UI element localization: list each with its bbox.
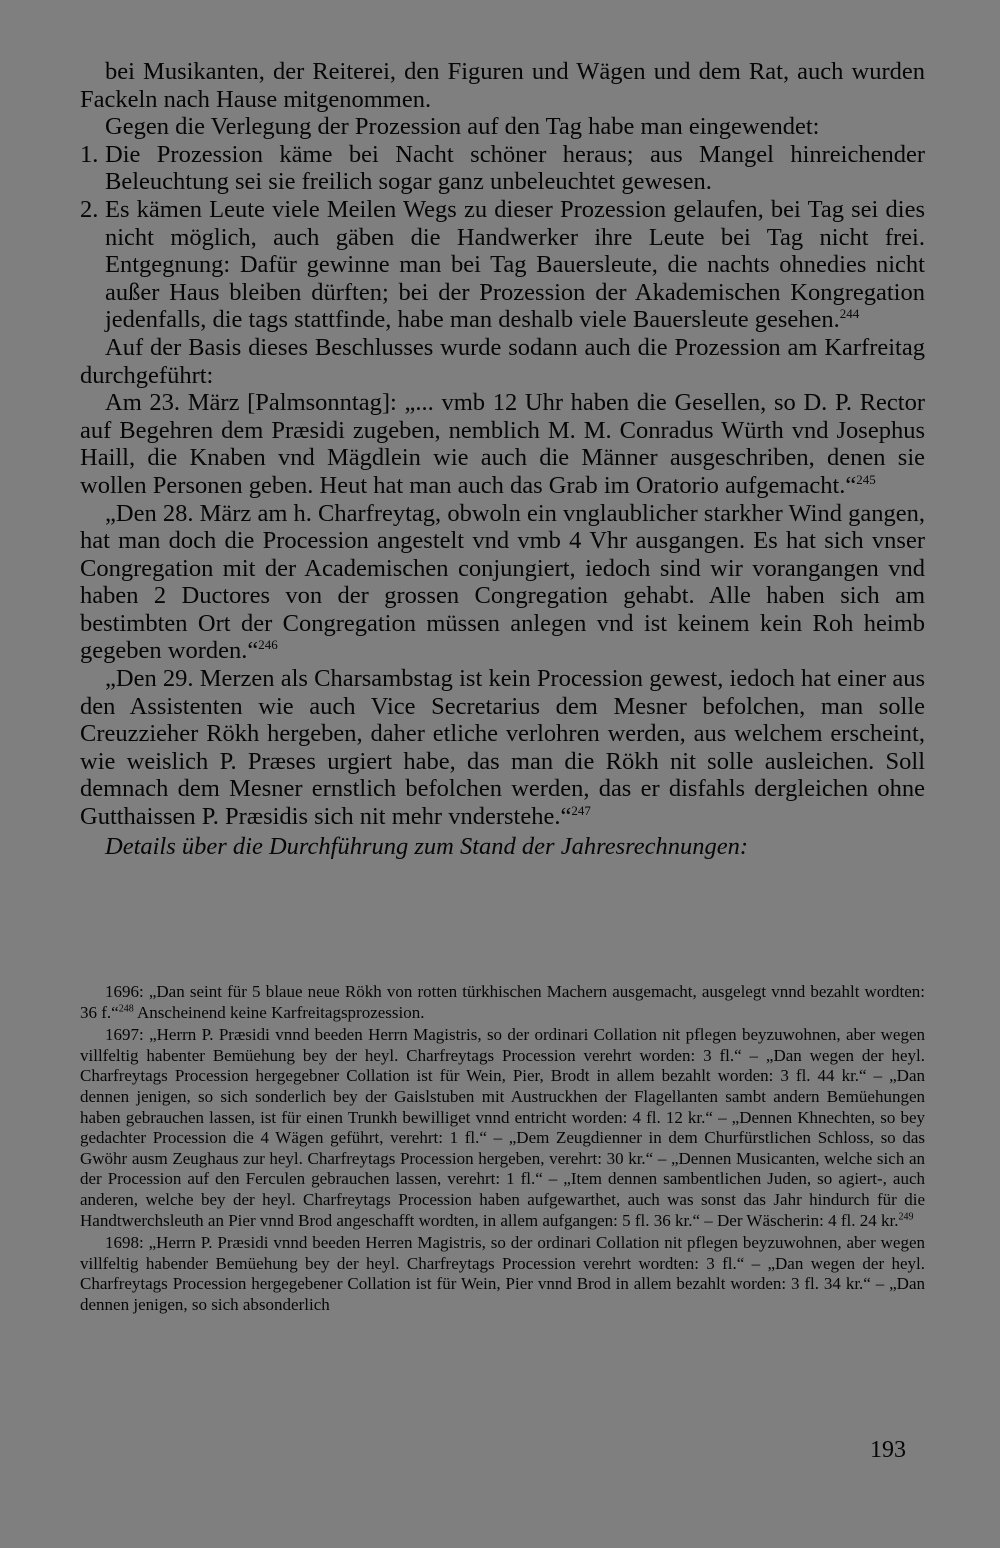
footnote-ref: 244 [839,306,860,322]
footnote-ref: 247 [571,802,591,818]
page-number: 193 [870,1437,906,1463]
note-1698: 1698: „Herrn P. Præsidi vnnd beeden Herren Magistris, so der ordinari Collation nit pflegen beyzuwohnen, aber wegen villfeltig habender Bemüehung bey der heyl. Charfreytags Procession verehrt wordten: 3 fl.“ – „Dan wegen der heyl. Charfreytags Procession hergegebener Collation ist für Wein, Pier vnnd Brod in allem bezahlt worden: 3 fl. 34 kr.“ – „Dan dennen jenigen, so sich absonderlich [80,1233,925,1314]
main-text [80,58,925,860]
list-item [80,196,925,334]
note-text: 1696: „Dan seint für 5 blaue neue Rökh von rotten türkhischen Machern ausgemacht, ausgelegt vnnd bezahlt wordten: 36 f.“ [80,982,925,1022]
notes-block [80,982,925,1316]
quote-text: „Den 29. Merzen als Charsambstag ist kein Procession gewest, iedoch hat einer aus den Assistenten wie auch Vice Secretarius dem Mesner befolchen, man solle Creuzzieher Rökh hergeben, daher etliche verlohren werden, aus welchem erscheint, wie weislich P. Præses urgiert habe, das man die Rökh nit solle ausleichen. Soll demnach dem Mesner ernstlich befolchen werden, das er disfahls dergleichen ohne Gutthaissen P. Præsidis sich nit mehr vnderstehe.“ [80,665,925,831]
footnote-ref: 248 [118,1002,134,1014]
list-item [80,141,925,196]
paragraph [80,389,925,499]
section-heading: Details über die Durchführung zum Stand der Jahresrechnungen: [105,832,749,860]
list-number: 2. [80,195,99,223]
paragraph: Gegen die Verlegung der Prozession auf den Tag habe man eingewendet: [105,113,820,141]
list-item-text: Es kämen Leute viele Meilen Wegs zu dieser Prozession gelaufen, bei Tag sei dies nicht möglich, auch gäben die Handwerker ihre Leute bei Tag nicht frei. Entgegnung: Dafür gewinne man bei Tag Bauersleute, die nachts ohnedies nicht außer Haus bleiben dürften; bei der Prozession der Akademischen Kongregation jedenfalls, die tags stattfinde, habe man deshalb viele Bauersleute gesehen. [105,195,925,334]
note-text: Anscheinend keine Karfreitagsprozession. [133,1002,425,1022]
paragraph [80,500,925,666]
footnote-ref: 249 [898,1210,914,1222]
paragraph: Auf der Basis dieses Beschlusses wurde sodann auch die Prozession am Karfreitag durchgeführt: [80,333,925,389]
quote-text: Am 23. März [Palmsonntag]: „... vmb 12 Uhr haben die Gesellen, so D. P. Rector auf Begehren dem Præsidi zugeben, nemblich M. M. Conradus Würth vnd Josephus Haill, die Knaben vnd Mägdlein wie auch die Männer ausgeschriben, denen sie wollen Personen geben. Heut hat man auch das Grab im Oratorio aufgemacht.“ [80,389,925,499]
paragraph [80,665,925,831]
note-1696 [80,982,925,1023]
footnote-ref: 246 [258,637,278,653]
list-number: 1. [80,140,99,168]
note-text: 1697: „Herrn P. Præsidi vnnd beeden Herrn Magistris, so der ordinari Collation nit pflegen beyzuwohnen, aber wegen villfeltig habenter Bemüehung bey der heyl. Charfreytags Procession verehrt worden: 3 fl.“ – „Dan wegen der heyl. Charfreytags Procession hergegebner Collation ist für Wein, Pier, Brodt in allem bezahlt worden: 3 fl. 44 kr.“ – „Dan dennen jenigen, so sich sonderlich bey der Gaislstuben mit Austruckhen der Flagellanten sambt andern Bemüehungen haben gebrauchen lassen, ist für einen Trunkh bewilliget vnnd entricht worden: 4 fl. 12 kr.“ – „Dennen Khnechten, so bey gedachter Procession die 4 Wägen geführt, verehrt: 1 fl.“ – „Dem Zeugdienner in dem Churfürstlichen Schloss, so das Gwöhr ausm Zeughaus zur heyl. Charfreytags Procession hergeben, verehrt: 30 kr.“ – „Dennen Musicanten, welche sich an der Procession auf den Ferculen gebrauchen lassen, verehrt: 1 fl.“ – „Item dennen sambentlichen Juden, so agiert-, auch anderen, welche bey der heyl. Charfreytags Procession haben aufgewarthet, auch was sonst das Jahr hindurch für die Handtwerchsleuth an Pier vnnd Brod angeschafft wordten, in allem aufgangen: 5 fl. 36 kr.“ – Der Wäscherin: 4 fl. 24 kr. [80,1025,925,1230]
footnote-ref: 245 [856,471,876,487]
list-item-text: Die Prozession käme bei Nacht schöner heraus; aus Mangel hinreichender Beleuchtung sei sie freilich sogar ganz unbeleuchtet gewesen. [105,140,925,196]
paragraph: bei Musikanten, der Reiterei, den Figuren und Wägen und dem Rat, auch wurden Fackeln nach Hause mitgenommen. [80,58,925,113]
quote-text: „Den 28. März am h. Charfreytag, obwoln ein vnglaublicher starkher Wind gangen, hat man doch die Procession angestelt vnd vmb 4 Vhr ausgangen. Es hat sich vnser Congregation mit der Academischen conjungiert, iedoch sind wir vorangangen vnd haben 2 Ductores von der grossen Congregation gehabt. Alle haben sich am bestimbten Ort der Congregation müssen anlegen vnd ist keinem kein Roh heimb gegeben worden.“ [80,499,925,665]
note-1697 [80,1025,925,1231]
